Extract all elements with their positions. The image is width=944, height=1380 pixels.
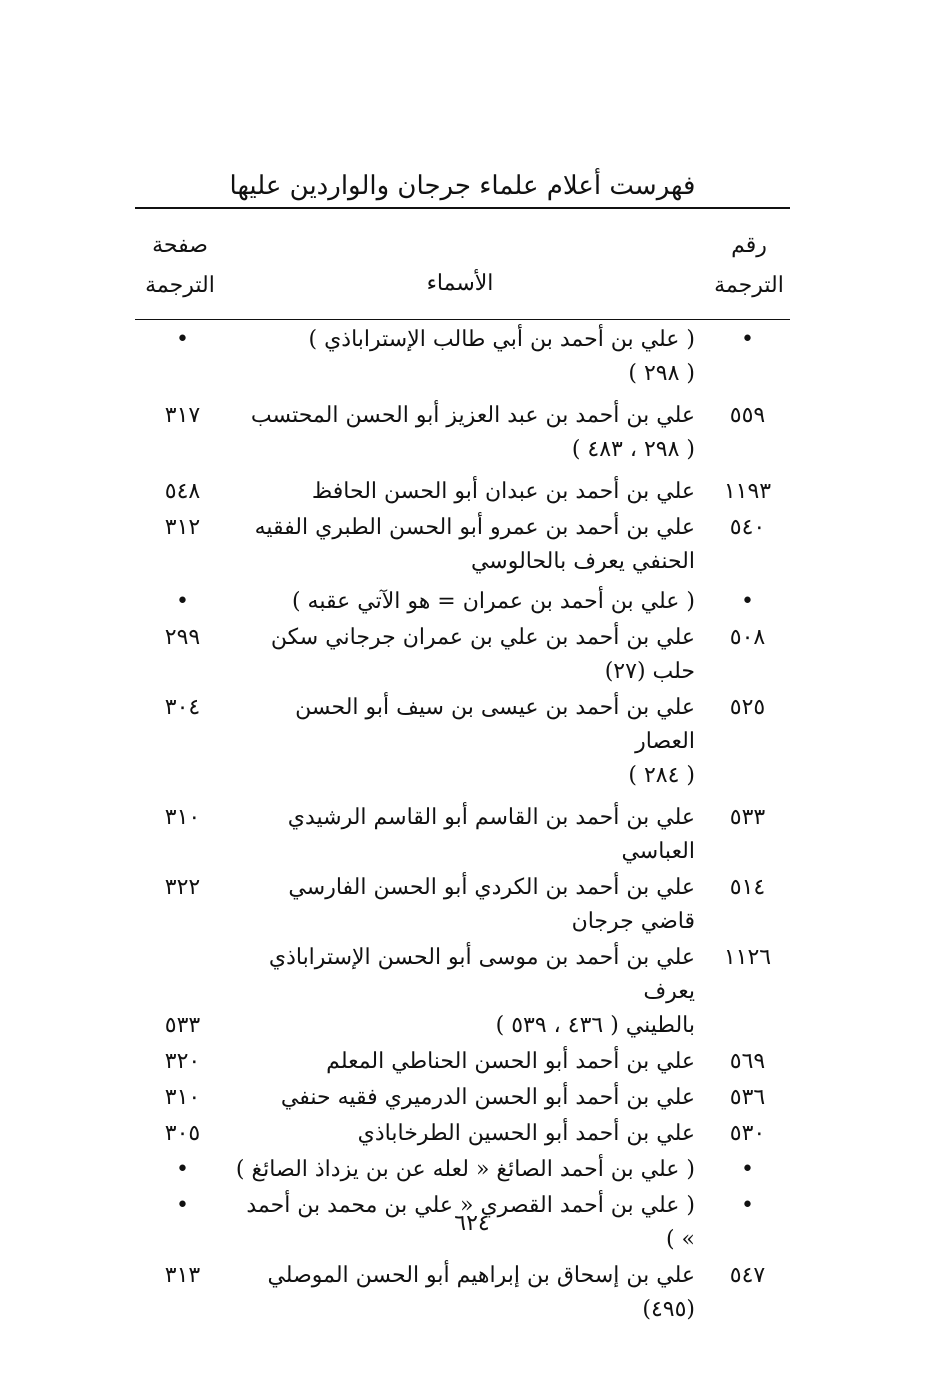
entry-name-line: علي بن أحمد بن علي بن عمران جرجاني سكن حلب (٢٧) xyxy=(270,625,695,684)
entry-name xyxy=(230,941,705,1043)
index-table xyxy=(135,323,790,1327)
entry-number: ٥٢٥ xyxy=(729,695,766,720)
entry-page: ٣١٢ xyxy=(164,515,201,540)
entry-name-line: علي بن أحمد أبو الحسن الدرميري فقيه حنفي xyxy=(280,1085,695,1110)
entry-name-line: ( علي بن أحمد الصائغ « لعله عن بن يزداذ الصائغ ) xyxy=(235,1157,695,1182)
header-entry-number-line: رقم xyxy=(731,233,767,258)
entry-name-line: ( ٢٩٨ ، ٤٨٣ ) xyxy=(571,437,695,462)
entry-number: ٥٣٠ xyxy=(729,1121,766,1146)
table-row xyxy=(135,399,790,467)
entry-name-line: علي بن إسحاق بن إبراهيم أبو الحسن الموصلي xyxy=(267,1263,695,1288)
header-page-line: الترجمة xyxy=(145,273,215,298)
entry-number: ٥٠٨ xyxy=(729,625,766,650)
header-rule xyxy=(135,319,790,320)
entry-name-line: بالطيني ( ٤٣٦ ، ٥٣٩ ) xyxy=(495,1013,695,1038)
entry-page: ٣١٧ xyxy=(164,403,201,428)
entry-number: ٥٤٧ xyxy=(729,1263,766,1288)
entry-page: • xyxy=(176,327,189,352)
entry-name xyxy=(230,1045,705,1079)
entry-page: • xyxy=(176,589,189,614)
table-row xyxy=(135,871,790,939)
table-row xyxy=(135,1259,790,1327)
entry-name-line: ( علي بن أحمد بن عمران = هو الآتي عقبه ) xyxy=(291,589,695,614)
entry-page: ٣١٠ xyxy=(164,805,201,830)
entry-name-line: علي بن أحمد بن الكردي أبو الحسن الفارسي قاضي جرجان xyxy=(288,875,695,934)
entry-name xyxy=(230,585,705,619)
entry-number: • xyxy=(741,1193,754,1218)
entry-name-line: علي بن أحمد بن موسى أبو الحسن الإستراباذي يعرف xyxy=(268,945,695,1004)
header-page-line: صفحة xyxy=(152,233,208,258)
entry-page: ٣٢٢ xyxy=(164,875,201,900)
entry-name-line: ( علي بن أحمد القصري « علي بن محمد بن أحمد » ) xyxy=(246,1193,695,1252)
entry-page: • xyxy=(176,1157,189,1182)
entry-number: ٥٥٩ xyxy=(729,403,766,428)
header-page xyxy=(130,226,230,306)
entry-name xyxy=(230,871,705,939)
entry-page: ٣١٠ xyxy=(164,1085,201,1110)
entry-number: ٥٤٠ xyxy=(729,515,766,540)
entry-name xyxy=(230,323,705,391)
entry-name xyxy=(230,1153,705,1187)
table-row xyxy=(135,1117,790,1151)
entry-name xyxy=(230,475,705,509)
header-names: الأسماء xyxy=(426,271,494,296)
entry-number: ٥٦٩ xyxy=(729,1049,766,1074)
entry-number: ٥١٤ xyxy=(729,875,766,900)
table-row xyxy=(135,511,790,579)
entry-number: ٥٣٦ xyxy=(729,1085,766,1110)
entry-number: ٥٣٣ xyxy=(729,805,766,830)
header-entry-number xyxy=(704,226,794,306)
entry-number: • xyxy=(741,1157,754,1182)
entry-name xyxy=(230,511,705,579)
entry-number: • xyxy=(741,589,754,614)
entry-name-line: علي بن أحمد بن عيسى بن سيف أبو الحسن العصار xyxy=(295,695,695,754)
table-row xyxy=(135,475,790,509)
entry-name-line: علي بن أحمد أبو الحسن الحناطي المعلم xyxy=(326,1049,695,1074)
entry-name-line: ( ٢٩٨ ) xyxy=(628,361,695,386)
table-row xyxy=(135,585,790,619)
entry-name-line: علي بن أحمد بن عبدان أبو الحسن الحافظ xyxy=(311,479,695,504)
table-row xyxy=(135,621,790,689)
entry-page: ٣١٣ xyxy=(164,1263,201,1288)
entry-name-line: (٤٩٥) xyxy=(642,1297,695,1322)
entry-number: ١١٩٣ xyxy=(723,479,772,504)
entry-page: ٥٤٨ xyxy=(164,479,201,504)
page-title: فهرست أعلام علماء جرجان والواردين عليها xyxy=(229,171,696,201)
entry-name xyxy=(230,1117,705,1151)
table-row xyxy=(135,1153,790,1187)
entry-name-line: ( ٢٨٤ ) xyxy=(628,763,695,788)
table-row xyxy=(135,1045,790,1079)
entry-name-line: علي بن أحمد أبو الحسين الطرخاباذي xyxy=(357,1121,695,1146)
entry-page: ٥٣٣ xyxy=(164,1013,201,1038)
entry-name xyxy=(230,621,705,689)
entry-number: ١١٢٦ xyxy=(723,945,772,970)
entry-name-line: الحنفي يعرف بالحالوسي xyxy=(470,549,695,574)
entry-name-line: علي بن أحمد بن عمرو أبو الحسن الطبري الفقيه xyxy=(254,515,695,540)
entry-page: ٣٠٤ xyxy=(164,695,201,720)
table-row xyxy=(135,801,790,869)
entry-page: ٣٠٥ xyxy=(164,1121,201,1146)
entry-name xyxy=(230,399,705,467)
entry-name xyxy=(230,801,705,869)
header-entry-number-line: الترجمة xyxy=(714,273,784,298)
entry-name-line: علي بن أحمد بن عبد العزيز أبو الحسن المحتسب xyxy=(250,403,695,428)
entry-name xyxy=(230,1081,705,1115)
table-row xyxy=(135,1081,790,1115)
entry-number: • xyxy=(741,327,754,352)
entry-name xyxy=(230,1259,705,1327)
entry-page: ٣٢٠ xyxy=(164,1049,201,1074)
table-row xyxy=(135,941,790,1043)
table-row xyxy=(135,323,790,391)
entry-name-line: ( علي بن أحمد بن أبي طالب الإستراباذي ) xyxy=(308,327,695,352)
entry-name xyxy=(230,691,705,793)
entry-page: • xyxy=(176,1193,189,1218)
entry-page: ٢٩٩ xyxy=(164,625,201,650)
page-number: ٦٢٤ xyxy=(454,1211,490,1236)
table-row xyxy=(135,691,790,793)
entry-name-line: علي بن أحمد بن القاسم أبو القاسم الرشيدي العباسي xyxy=(287,805,695,864)
top-rule xyxy=(135,207,790,209)
